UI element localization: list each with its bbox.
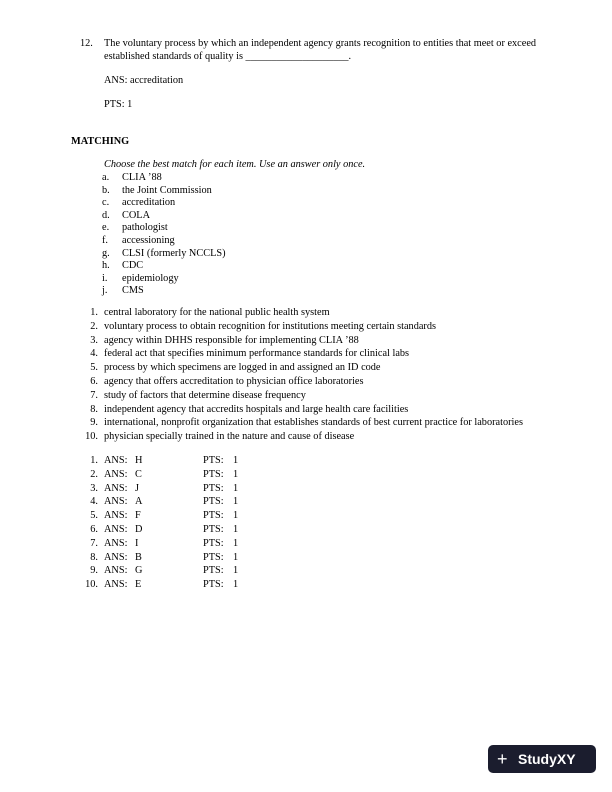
item-number: 6. (90, 375, 98, 387)
answer-number: 6. (90, 523, 98, 535)
pts-value: 1 (233, 468, 239, 480)
ans-value: C (135, 468, 142, 480)
matching-instruction: Choose the best match for each item. Use an answer only once. (104, 159, 366, 170)
answer-number: 7. (90, 537, 98, 549)
item-text: process by which specimens are logged in and assigned an ID code (104, 362, 381, 374)
option-text: CDC (122, 260, 144, 272)
option-letter: e. (102, 222, 110, 234)
answer-number: 1. (90, 455, 98, 466)
pts-value: 1 (233, 510, 239, 522)
item-number: 4. (90, 348, 98, 360)
studyxy-badge[interactable] (488, 745, 596, 773)
option-letter: g. (102, 247, 110, 259)
ans-label: ANS: (104, 579, 128, 591)
pts-label: PTS: (203, 468, 224, 480)
option-text: accreditation (122, 197, 176, 209)
answer-number: 8. (90, 551, 98, 563)
option-letter: b. (102, 184, 110, 196)
answer-number: 10. (85, 579, 98, 591)
option-text: the Joint Commission (122, 184, 212, 196)
answer-number: 4. (90, 496, 98, 508)
pts-label: PTS: (203, 510, 224, 522)
pts-label: PTS: (203, 496, 224, 508)
answer-number: 3. (90, 482, 98, 494)
ans-label: ANS: (104, 523, 128, 535)
option-text: CLSI (formerly NCCLS) (122, 247, 226, 259)
item-number: 9. (90, 417, 98, 429)
ans-label: ANS: (104, 565, 128, 577)
item-text: agency within DHHS responsible for implementing CLIA ’88 (104, 334, 359, 346)
ans-value: G (135, 565, 143, 577)
pts-value: 1 (233, 523, 239, 535)
ans-label: ANS: (104, 468, 128, 480)
option-text: accessioning (122, 234, 175, 246)
item-number: 8. (90, 403, 98, 415)
pts-value: 1 (233, 455, 239, 466)
option-letter: j. (102, 285, 108, 297)
question-text: The voluntary process by which an independent agency grants recognition to entities that meet or exceed established standards of quality is ____________________. (104, 38, 537, 62)
pts-label: PTS: (203, 579, 224, 591)
item-text: international, nonprofit organization that establishes standards of best current practice for laboratories (104, 417, 523, 429)
item-number: 3. (90, 334, 98, 346)
ans-label: ANS: (104, 551, 128, 563)
pts-label: PTS: (203, 523, 224, 535)
item-text: physician specially trained in the nature and cause of disease (104, 431, 355, 443)
option-letter: f. (102, 234, 109, 246)
ans-value: H (135, 455, 143, 466)
ans-value: I (135, 537, 139, 549)
item-text: federal act that specifies minimum performance standards for clinical labs (104, 348, 410, 360)
item-text: agency that offers accreditation to physician office laboratories (104, 375, 364, 387)
ans-value: E (135, 579, 142, 591)
ans-label: ANS: (104, 455, 128, 466)
ans-label: ANS: (104, 482, 128, 494)
ans-value: J (135, 482, 140, 494)
pts-label: PTS: (203, 551, 224, 563)
plus-icon: + (497, 749, 508, 769)
item-number: 2. (90, 320, 98, 332)
option-letter: h. (102, 260, 110, 272)
ans-label: ANS: (104, 496, 128, 508)
item-text: central laboratory for the national public health system (104, 307, 330, 318)
item-text: voluntary process to obtain recognition for institutions meeting certain standards (104, 320, 436, 332)
item-text: independent agency that accredits hospitals and large health care facilities (104, 403, 409, 415)
option-text: CLIA ’88 (122, 172, 162, 183)
option-text: epidemiology (122, 272, 179, 284)
pts-value: 1 (233, 537, 239, 549)
pts-value: 1 (233, 496, 239, 508)
option-letter: c. (102, 197, 110, 209)
pts-label: PTS: (203, 537, 224, 549)
pts-label: PTS: (203, 455, 224, 466)
answer-number: 2. (90, 468, 98, 480)
section-heading: MATCHING (71, 136, 130, 147)
item-number: 10. (85, 431, 98, 443)
item-number: 5. (90, 362, 98, 374)
option-letter: d. (102, 209, 110, 221)
answer-number: 9. (90, 565, 98, 577)
item-number: 7. (90, 389, 98, 401)
ans-label: ANS: (104, 537, 128, 549)
option-text: COLA (122, 209, 151, 221)
ans-value: A (135, 496, 143, 508)
pts-value: 1 (233, 482, 239, 494)
question-answer: ANS: accreditation (104, 75, 184, 86)
option-text: pathologist (122, 222, 168, 234)
option-text: CMS (122, 285, 144, 297)
pts-value: 1 (233, 579, 239, 591)
ans-value: D (135, 523, 143, 535)
option-letter: i. (102, 272, 108, 284)
pts-value: 1 (233, 565, 239, 577)
ans-value: B (135, 551, 142, 563)
pts-value: 1 (233, 551, 239, 563)
pts-label: PTS: (203, 565, 224, 577)
item-text: study of factors that determine disease frequency (104, 389, 306, 401)
question-points: PTS: 1 (104, 99, 133, 110)
badge-label: StudyXY (518, 751, 576, 767)
question-number: 12. (80, 38, 93, 49)
option-letter: a. (102, 172, 110, 183)
ans-label: ANS: (104, 510, 128, 522)
pts-label: PTS: (203, 482, 224, 494)
item-number: 1. (90, 307, 98, 318)
ans-value: F (135, 510, 141, 522)
answer-number: 5. (90, 510, 98, 522)
